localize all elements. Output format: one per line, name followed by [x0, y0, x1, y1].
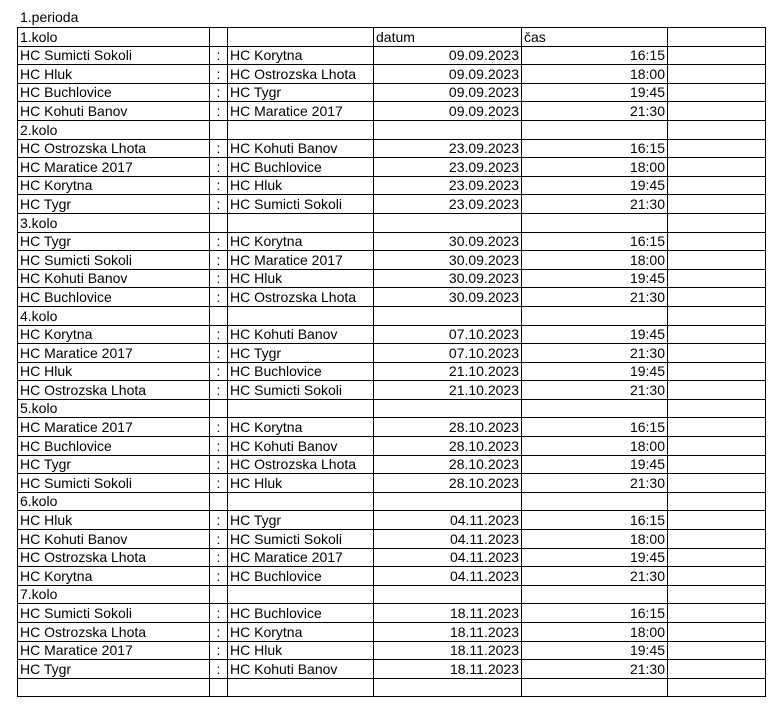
round-label: 5.kolo: [18, 399, 210, 418]
away-team: HC Kohuti Banov: [228, 660, 374, 679]
match-time: 19:45: [522, 641, 668, 660]
match-time: 21:30: [522, 381, 668, 400]
period-title: 1.perioda: [20, 9, 79, 25]
match-row: [18, 176, 766, 195]
away-team: HC Hluk: [228, 641, 374, 660]
match-time: 19:45: [522, 455, 668, 474]
away-team: HC Maratice 2017: [228, 102, 374, 121]
round-separator-cell: [210, 120, 228, 139]
match-date: 21.10.2023: [374, 381, 522, 400]
round-empty-cell: [668, 585, 766, 604]
match-row: [18, 251, 766, 270]
home-team: HC Buchlovice: [18, 83, 210, 102]
match-separator: :: [210, 232, 228, 251]
match-date: 18.11.2023: [374, 660, 522, 679]
home-team: HC Ostrozska Lhota: [18, 381, 210, 400]
match-date: 21.10.2023: [374, 362, 522, 381]
match-date: 28.10.2023: [374, 455, 522, 474]
home-team: HC Hluk: [18, 65, 210, 84]
match-date: 04.11.2023: [374, 511, 522, 530]
away-team: HC Sumicti Sokoli: [228, 381, 374, 400]
home-team: HC Ostrozska Lhota: [18, 623, 210, 642]
match-empty-cell: [668, 567, 766, 586]
match-time: 16:15: [522, 604, 668, 623]
match-empty-cell: [668, 437, 766, 456]
match-separator: :: [210, 511, 228, 530]
away-team: HC Kohuti Banov: [228, 325, 374, 344]
home-team: HC Tygr: [18, 232, 210, 251]
match-separator: :: [210, 102, 228, 121]
header-separator-cell: [210, 28, 228, 47]
home-team: HC Buchlovice: [18, 288, 210, 307]
match-row: [18, 623, 766, 642]
round-label-row: [18, 120, 766, 139]
home-team: HC Korytna: [18, 176, 210, 195]
match-time: 16:15: [522, 232, 668, 251]
match-separator: :: [210, 381, 228, 400]
round-empty-cell: [668, 399, 766, 418]
match-empty-cell: [668, 251, 766, 270]
home-team: HC Kohuti Banov: [18, 269, 210, 288]
match-empty-cell: [668, 548, 766, 567]
match-row: [18, 604, 766, 623]
away-team: HC Kohuti Banov: [228, 437, 374, 456]
round-label: 2.kolo: [18, 120, 210, 139]
empty-cell: [18, 678, 210, 697]
match-empty-cell: [668, 418, 766, 437]
match-separator: :: [210, 344, 228, 363]
match-separator: :: [210, 418, 228, 437]
match-time: 21:30: [522, 474, 668, 493]
match-empty-cell: [668, 158, 766, 177]
home-team: HC Buchlovice: [18, 437, 210, 456]
match-empty-cell: [668, 139, 766, 158]
match-date: 23.09.2023: [374, 139, 522, 158]
match-time: 16:15: [522, 511, 668, 530]
empty-cell: [668, 678, 766, 697]
match-row: [18, 455, 766, 474]
match-empty-cell: [668, 455, 766, 474]
away-team: HC Tygr: [228, 344, 374, 363]
round-empty-cell: [228, 585, 374, 604]
empty-row: [18, 678, 766, 697]
match-empty-cell: [668, 325, 766, 344]
match-time: 18:00: [522, 251, 668, 270]
match-date: 30.09.2023: [374, 288, 522, 307]
round-empty-cell: [374, 120, 522, 139]
round-empty-cell: [374, 213, 522, 232]
home-team: HC Ostrozska Lhota: [18, 548, 210, 567]
home-team: HC Korytna: [18, 325, 210, 344]
match-date: 09.09.2023: [374, 65, 522, 84]
round-separator-cell: [210, 306, 228, 325]
round-empty-cell: [522, 585, 668, 604]
round-empty-cell: [668, 120, 766, 139]
match-separator: :: [210, 567, 228, 586]
match-empty-cell: [668, 288, 766, 307]
round-empty-cell: [522, 306, 668, 325]
match-row: [18, 195, 766, 214]
round-empty-cell: [522, 399, 668, 418]
match-separator: :: [210, 325, 228, 344]
away-team: HC Korytna: [228, 418, 374, 437]
match-row: [18, 288, 766, 307]
match-time: 18:00: [522, 158, 668, 177]
round-empty-cell: [228, 120, 374, 139]
match-time: 21:30: [522, 567, 668, 586]
round-empty-cell: [228, 306, 374, 325]
home-team: HC Maratice 2017: [18, 344, 210, 363]
empty-cell: [374, 678, 522, 697]
match-time: 19:45: [522, 176, 668, 195]
match-date: 23.09.2023: [374, 195, 522, 214]
away-team: HC Ostrozska Lhota: [228, 288, 374, 307]
match-date: 04.11.2023: [374, 567, 522, 586]
away-team: HC Ostrozska Lhota: [228, 65, 374, 84]
match-time: 16:15: [522, 418, 668, 437]
round-empty-cell: [668, 306, 766, 325]
match-separator: :: [210, 83, 228, 102]
round-label-row: [18, 585, 766, 604]
match-row: [18, 567, 766, 586]
home-team: HC Maratice 2017: [18, 641, 210, 660]
match-row: [18, 344, 766, 363]
round-label-row: [18, 213, 766, 232]
match-separator: :: [210, 604, 228, 623]
match-time: 18:00: [522, 65, 668, 84]
away-team: HC Hluk: [228, 474, 374, 493]
header-row: [18, 28, 766, 47]
match-empty-cell: [668, 232, 766, 251]
header-cas: čas: [522, 28, 668, 47]
match-time: 16:15: [522, 46, 668, 65]
match-date: 28.10.2023: [374, 474, 522, 493]
match-date: 23.09.2023: [374, 158, 522, 177]
round-label: 3.kolo: [18, 213, 210, 232]
match-empty-cell: [668, 102, 766, 121]
match-date: 04.11.2023: [374, 548, 522, 567]
match-time: 21:30: [522, 102, 668, 121]
away-team: HC Sumicti Sokoli: [228, 195, 374, 214]
schedule-table: [17, 27, 766, 697]
match-empty-cell: [668, 344, 766, 363]
match-row: [18, 325, 766, 344]
match-date: 28.10.2023: [374, 418, 522, 437]
match-empty-cell: [668, 176, 766, 195]
round-empty-cell: [374, 399, 522, 418]
round-empty-cell: [522, 492, 668, 511]
match-separator: :: [210, 660, 228, 679]
match-empty-cell: [668, 83, 766, 102]
round-empty-cell: [522, 120, 668, 139]
match-empty-cell: [668, 195, 766, 214]
empty-cell: [228, 678, 374, 697]
match-separator: :: [210, 176, 228, 195]
match-row: [18, 660, 766, 679]
away-team: HC Sumicti Sokoli: [228, 530, 374, 549]
round-label: 6.kolo: [18, 492, 210, 511]
match-time: 18:00: [522, 623, 668, 642]
home-team: HC Tygr: [18, 195, 210, 214]
match-empty-cell: [668, 641, 766, 660]
match-date: 18.11.2023: [374, 604, 522, 623]
match-separator: :: [210, 195, 228, 214]
match-date: 09.09.2023: [374, 102, 522, 121]
match-empty-cell: [668, 623, 766, 642]
match-separator: :: [210, 548, 228, 567]
away-team: HC Korytna: [228, 623, 374, 642]
match-row: [18, 474, 766, 493]
match-time: 21:30: [522, 288, 668, 307]
match-separator: :: [210, 455, 228, 474]
match-time: 19:45: [522, 269, 668, 288]
away-team: HC Buchlovice: [228, 604, 374, 623]
away-team: HC Ostrozska Lhota: [228, 455, 374, 474]
match-date: 04.11.2023: [374, 530, 522, 549]
match-time: 18:00: [522, 530, 668, 549]
match-row: [18, 511, 766, 530]
round-label-row: [18, 492, 766, 511]
match-time: 21:30: [522, 195, 668, 214]
away-team: HC Korytna: [228, 46, 374, 65]
match-separator: :: [210, 437, 228, 456]
home-team: HC Ostrozska Lhota: [18, 139, 210, 158]
match-empty-cell: [668, 46, 766, 65]
home-team: HC Tygr: [18, 455, 210, 474]
match-row: [18, 530, 766, 549]
match-row: [18, 418, 766, 437]
home-team: HC Maratice 2017: [18, 418, 210, 437]
match-date: 09.09.2023: [374, 46, 522, 65]
home-team: HC Kohuti Banov: [18, 102, 210, 121]
match-row: [18, 46, 766, 65]
match-separator: :: [210, 641, 228, 660]
match-separator: :: [210, 158, 228, 177]
home-team: HC Korytna: [18, 567, 210, 586]
match-date: 18.11.2023: [374, 623, 522, 642]
away-team: HC Hluk: [228, 269, 374, 288]
match-row: [18, 641, 766, 660]
match-time: 19:45: [522, 83, 668, 102]
match-date: 23.09.2023: [374, 176, 522, 195]
round-label: 7.kolo: [18, 585, 210, 604]
match-row: [18, 65, 766, 84]
round-label: 4.kolo: [18, 306, 210, 325]
round-label-row: [18, 399, 766, 418]
round-empty-cell: [228, 213, 374, 232]
match-time: 19:45: [522, 362, 668, 381]
match-row: [18, 232, 766, 251]
match-empty-cell: [668, 381, 766, 400]
match-empty-cell: [668, 474, 766, 493]
header-datum: datum: [374, 28, 522, 47]
away-team: HC Tygr: [228, 83, 374, 102]
match-empty-cell: [668, 660, 766, 679]
round-empty-cell: [228, 492, 374, 511]
home-team: HC Kohuti Banov: [18, 530, 210, 549]
round-empty-cell: [668, 492, 766, 511]
match-row: [18, 83, 766, 102]
match-time: 18:00: [522, 437, 668, 456]
away-team: HC Buchlovice: [228, 158, 374, 177]
match-separator: :: [210, 269, 228, 288]
home-team: HC Sumicti Sokoli: [18, 251, 210, 270]
schedule-body: [18, 28, 766, 697]
round-separator-cell: [210, 399, 228, 418]
round-label-row: [18, 306, 766, 325]
match-time: 19:45: [522, 548, 668, 567]
away-team: HC Tygr: [228, 511, 374, 530]
match-row: [18, 437, 766, 456]
match-separator: :: [210, 530, 228, 549]
match-separator: :: [210, 474, 228, 493]
match-date: 07.10.2023: [374, 344, 522, 363]
match-time: 16:15: [522, 139, 668, 158]
round-separator-cell: [210, 492, 228, 511]
match-separator: :: [210, 46, 228, 65]
match-row: [18, 381, 766, 400]
home-team: HC Sumicti Sokoli: [18, 474, 210, 493]
match-separator: :: [210, 362, 228, 381]
match-row: [18, 269, 766, 288]
round-empty-cell: [374, 306, 522, 325]
away-team: HC Maratice 2017: [228, 251, 374, 270]
match-empty-cell: [668, 511, 766, 530]
away-team: HC Maratice 2017: [228, 548, 374, 567]
away-team: HC Korytna: [228, 232, 374, 251]
match-separator: :: [210, 288, 228, 307]
home-team: HC Sumicti Sokoli: [18, 604, 210, 623]
home-team: HC Hluk: [18, 362, 210, 381]
round-empty-cell: [374, 585, 522, 604]
away-team: HC Kohuti Banov: [228, 139, 374, 158]
match-row: [18, 139, 766, 158]
match-time: 19:45: [522, 325, 668, 344]
match-empty-cell: [668, 604, 766, 623]
match-empty-cell: [668, 269, 766, 288]
match-row: [18, 102, 766, 121]
match-row: [18, 362, 766, 381]
empty-cell: [210, 678, 228, 697]
match-date: 07.10.2023: [374, 325, 522, 344]
round-empty-cell: [374, 492, 522, 511]
home-team: HC Hluk: [18, 511, 210, 530]
match-date: 30.09.2023: [374, 269, 522, 288]
match-empty-cell: [668, 65, 766, 84]
match-date: 18.11.2023: [374, 641, 522, 660]
match-separator: :: [210, 139, 228, 158]
home-team: HC Sumicti Sokoli: [18, 46, 210, 65]
away-team: HC Buchlovice: [228, 362, 374, 381]
header-away-cell: [228, 28, 374, 47]
home-team: HC Tygr: [18, 660, 210, 679]
match-date: 09.09.2023: [374, 83, 522, 102]
match-empty-cell: [668, 530, 766, 549]
away-team: HC Buchlovice: [228, 567, 374, 586]
round-separator-cell: [210, 213, 228, 232]
match-time: 21:30: [522, 344, 668, 363]
match-separator: :: [210, 251, 228, 270]
round-empty-cell: [228, 399, 374, 418]
header-round-label: 1.kolo: [18, 28, 210, 47]
round-empty-cell: [668, 213, 766, 232]
match-row: [18, 548, 766, 567]
match-date: 30.09.2023: [374, 251, 522, 270]
round-empty-cell: [522, 213, 668, 232]
away-team: HC Hluk: [228, 176, 374, 195]
match-separator: :: [210, 65, 228, 84]
round-separator-cell: [210, 585, 228, 604]
header-empty-cell: [668, 28, 766, 47]
match-time: 21:30: [522, 660, 668, 679]
match-row: [18, 158, 766, 177]
match-separator: :: [210, 623, 228, 642]
match-date: 28.10.2023: [374, 437, 522, 456]
empty-cell: [522, 678, 668, 697]
home-team: HC Maratice 2017: [18, 158, 210, 177]
match-empty-cell: [668, 362, 766, 381]
match-date: 30.09.2023: [374, 232, 522, 251]
